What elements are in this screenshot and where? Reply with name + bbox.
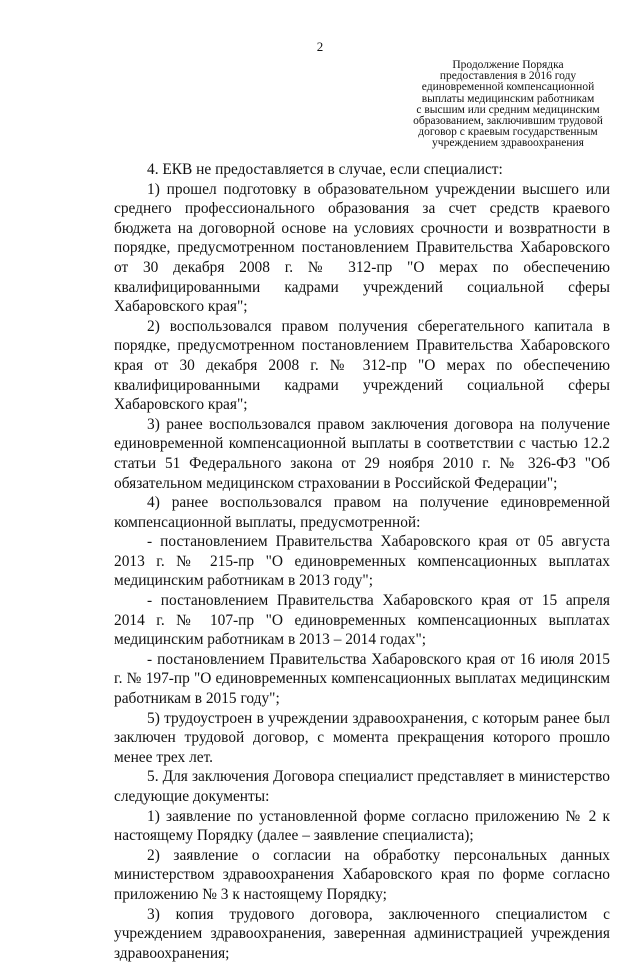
clause-5-intro: 5. Для заключения Договора специалист представляет в министерство следующие документы: [114, 768, 610, 805]
clause-4-item-2: 2) воспользовался правом получения сберегательного капитала в порядке, предусмотренном постановлением Правительства Хабаровского края от 30 декабря 2008 г. № 312-пр "О мерах по обеспечению квалифицированными кадрами учреждений социальной сферы Хабаровского края"; [114, 317, 610, 414]
header-note-line: Продолжение Порядка [452, 59, 564, 71]
document-body [114, 160, 610, 963]
header-note-line: выплаты медицинским работникам [421, 92, 595, 105]
clause-5-item-3: 3) копия трудового договора, заключенного специалистом с учреждением здравоохранения, заверенная администрацией учреждения здравоохранения; [114, 905, 610, 962]
clause-4-item-1: 1) прошел подготовку в образовательном учреждении высшего или среднего профессионального образования за счет средств краевого бюджета на договорной основе на условиях срочности и возвратности в порядке, предусмотренном постановлением Правительства Хабаровского от 30 декабря 2008 г. № 312-пр "О мерах по обеспечению квалифицированными кадрами учреждений социальной сферы Хабаровского края"; [114, 180, 610, 316]
clause-4-item-4-dash: - постановлением Правительства Хабаровского края от 16 июля 2015 г. № 197-пр "О единовременных компенсационных выплатах медицинским работникам в 2015 году"; [114, 650, 610, 708]
header-note-line: единовременной компенсационной [421, 81, 595, 94]
header-note-line: с высшим или средним медицинским [416, 103, 600, 116]
clause-4-intro: 4. ЕКВ не предоставляется в случае, если специалист: [147, 161, 503, 178]
header-note [408, 60, 608, 150]
clause-4-item-4-dash: - постановлением Правительства Хабаровского края от 15 апреля 2014 г. № 107-пр "О единовременных компенсационных выплатах медицинским работникам в 2013 – 2014 годах"; [114, 592, 610, 649]
clause-4-item-4-dash: - постановлением Правительства Хабаровского края от 05 августа 2013 г. № 215-пр "О единовременных компенсационных выплатах медицинским работникам в 2013 году"; [114, 533, 610, 590]
header-note-line: образованием, заключившим трудовой [413, 115, 603, 128]
header-note-line: договор с краевым государственным [418, 126, 598, 139]
clause-5-item-1: 1) заявление по установленной форме согласно приложению № 2 к настоящему Порядку (далее – заявление специалиста); [114, 807, 610, 845]
clause-4-item-3: 3) ранее воспользовался правом заключения договора на получение единовременной компенсационной выплаты в соответствии с частью 12.2 статьи 51 Федерального закона от 29 ноября 2010 г. № 326-ФЗ "Об обязательном медицинском страховании в Российской Федерации"; [114, 415, 610, 492]
header-note-line: предоставления в 2016 году [439, 70, 577, 83]
clause-4-item-5: 5) трудоустроен в учреждении здравоохранения, с которым ранее был заключен трудовой договор, с момента прекращения которого прошло менее трех лет. [114, 709, 610, 766]
clause-4-item-4: 4) ранее воспользовался правом на получение единовременной компенсационной выплаты, предусмотренной: [114, 494, 610, 531]
page-number: 2 [316, 39, 324, 54]
header-note-line: учреждением здравоохранения [432, 137, 584, 150]
clause-5-item-2: 2) заявление о согласии на обработку персональных данных министерством здравоохранения Хабаровского края по форме согласно приложению № 3 к настоящему Порядку; [114, 846, 610, 903]
